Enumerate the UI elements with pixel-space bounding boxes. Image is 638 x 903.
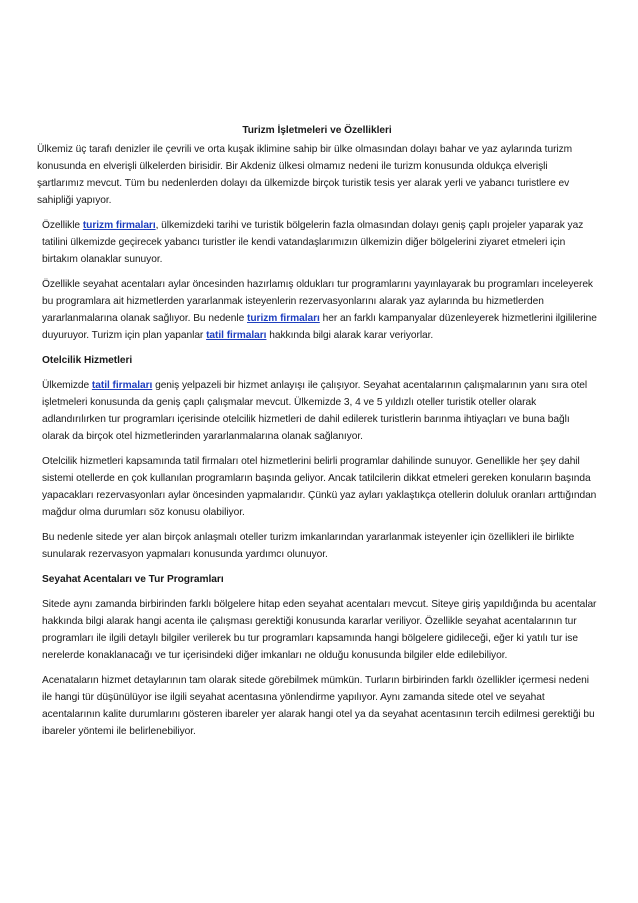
paragraph-turizm-firmalari bbox=[37, 217, 597, 268]
paragraph-otelcilik-1 bbox=[37, 377, 597, 445]
tatil-firmalari-link-2[interactable]: tatil firmaları bbox=[91, 380, 153, 391]
paragraph-intro: Ülkemiz üç tarafı denizler ile çevrili ve orta kuşak iklimine sahip bir ülke olmasından dolayı bahar ve yaz aylarında turizm konusunda en elverişli ülkelerden birisidir. Bir Akdeniz ülkesi olmamız nedeni ile turizm konusunda oldukça elverişli şartlarımız mevcut. Tüm bu nedenlerden dolayı da ülkemizde birçok turistik tesis yer alarak yerli ve yabancı turistlere ev sahipliği yapıyor. bbox=[37, 144, 573, 206]
turizm-firmalari-link-2[interactable]: turizm firmaları bbox=[247, 313, 320, 324]
tatil-firmalari-link[interactable]: tatil firmaları bbox=[206, 330, 267, 341]
document-page bbox=[37, 122, 597, 748]
text-segment: hakkında bilgi alarak karar veriyorlar. bbox=[266, 330, 434, 341]
paragraph-seyahat-2: Acenataların hizmet detaylarının tam olarak sitede görebilmek mümkün. Turların birbirinden farklı özellikler içermesi nedeni ile hangi tür düşünülüyor ise ilgili seyahat acentasına yönlendirme yapılıyor. Aynı zamanda sitede otel ve seyahat acentalarının kalite durumlarını gösteren ibareler yer alarak hangi otel ya da seyahat acentasının tercih edilmesi gerektiği bu ibareler yöntemi ile belirlenebiliyor. bbox=[42, 675, 595, 737]
section-heading-seyahat: Seyahat Acentaları ve Tur Programları bbox=[42, 574, 224, 585]
paragraph-otelcilik-3: Bu nedenle sitede yer alan birçok anlaşmalı oteller turizm imkanlarından yararlanmak isteyenler için özellikleri ile birlikte sunularak rezervasyon yapmaları konusunda yardımcı olunuyor. bbox=[42, 532, 575, 560]
text-segment: Özellikle bbox=[42, 220, 83, 231]
text-segment: Ülkemizde bbox=[42, 380, 92, 391]
text-segment: Özellikle seyahat acentaları aylar öncesinden hazırlamış oldukları tur programlarını yayınlayarak bu programları inceleyerek bu programlara ait hizmetlerden yararlanmak isteyenlerin rezervasyonlarını alarak yaz aylarında bu hizmetlerden yararlanmalarına olanak sağlıyor. Bu nedenle bbox=[42, 279, 593, 324]
turizm-firmalari-link[interactable]: turizm firmaları bbox=[82, 220, 156, 231]
paragraph-seyahat-acentalari bbox=[37, 276, 597, 344]
text-segment: geniş yelpazeli bir hizmet anlayışı ile çalışıyor. Seyahat acentalarının çalışmalarının yanı sıra otel işletmeleri konusunda da geniş çaplı çalışmalar mevcut. Ülkemizde 3, 4 ve 5 yıldızlı oteller turistik oteller olarak adlandırılırken tur programları içerisinde otelcilik hizmetleri de dahil edilerek turistlerin barınma ihtiyaçları ve buna bağlı olarak da birçok otel hizmetlerinden yararlanmalarına olanak sağlanıyor. bbox=[42, 380, 588, 442]
page-title: Turizm İşletmeleri ve Özellikleri bbox=[242, 125, 392, 136]
section-heading-otelcilik: Otelcilik Hizmetleri bbox=[42, 355, 133, 366]
text-segment: , ülkemizdeki tarihi ve turistik bölgelerin fazla olmasından dolayı geniş çaplı projeler yaparak yaz tatilini ülkemizde geçirecek yabancı turistler ile kendi vatandaşlarımızın ülkemizin diğer bölgelerini ziyaret etmeleri için birtakım olanaklar sunuyor. bbox=[42, 220, 584, 265]
paragraph-otelcilik-2: Otelcilik hizmetleri kapsamında tatil firmaları otel hizmetlerini belirli programlar dahilinde sunuyor. Genellikle her şey dahil sistemi otellerde en çok kullanılan programların başında geliyor. Ancak tatilcilerin dikkat etmeleri gereken konuların başında yapacakları rezervasyonları aylar öncesinden yapmalarıdır. Çünkü yaz ayları yaklaştıkça otellerin doluluk oranları arttığından mağdur olma durumları söz konusu olabiliyor. bbox=[42, 456, 597, 518]
text-segment: her an farklı kampanyalar düzenleyerek hizmetlerini ilgililerine duyuruyor. Turizm için plan yapanlar bbox=[42, 313, 597, 341]
paragraph-seyahat-1: Sitede aynı zamanda birbirinden farklı bölgelere hitap eden seyahat acentaları mevcut. Siteye giriş yapıldığında bu acentalar hakkında bilgi alarak hangi acenta ile çalışması gerektiği konusunda kararlar veriliyor. Özellikle seyahat acentalarının tur programları ile ilgili detaylı bilgiler verilerek bu tur programları kapsamında hangi bölgelere gidileceği, eğer ki yatılı tur ise nerelerde konaklanacağı ve tur içerisindeki diğer imkanları ne olduğu konusunda bilgiler elde edilebiliyor. bbox=[42, 599, 597, 661]
